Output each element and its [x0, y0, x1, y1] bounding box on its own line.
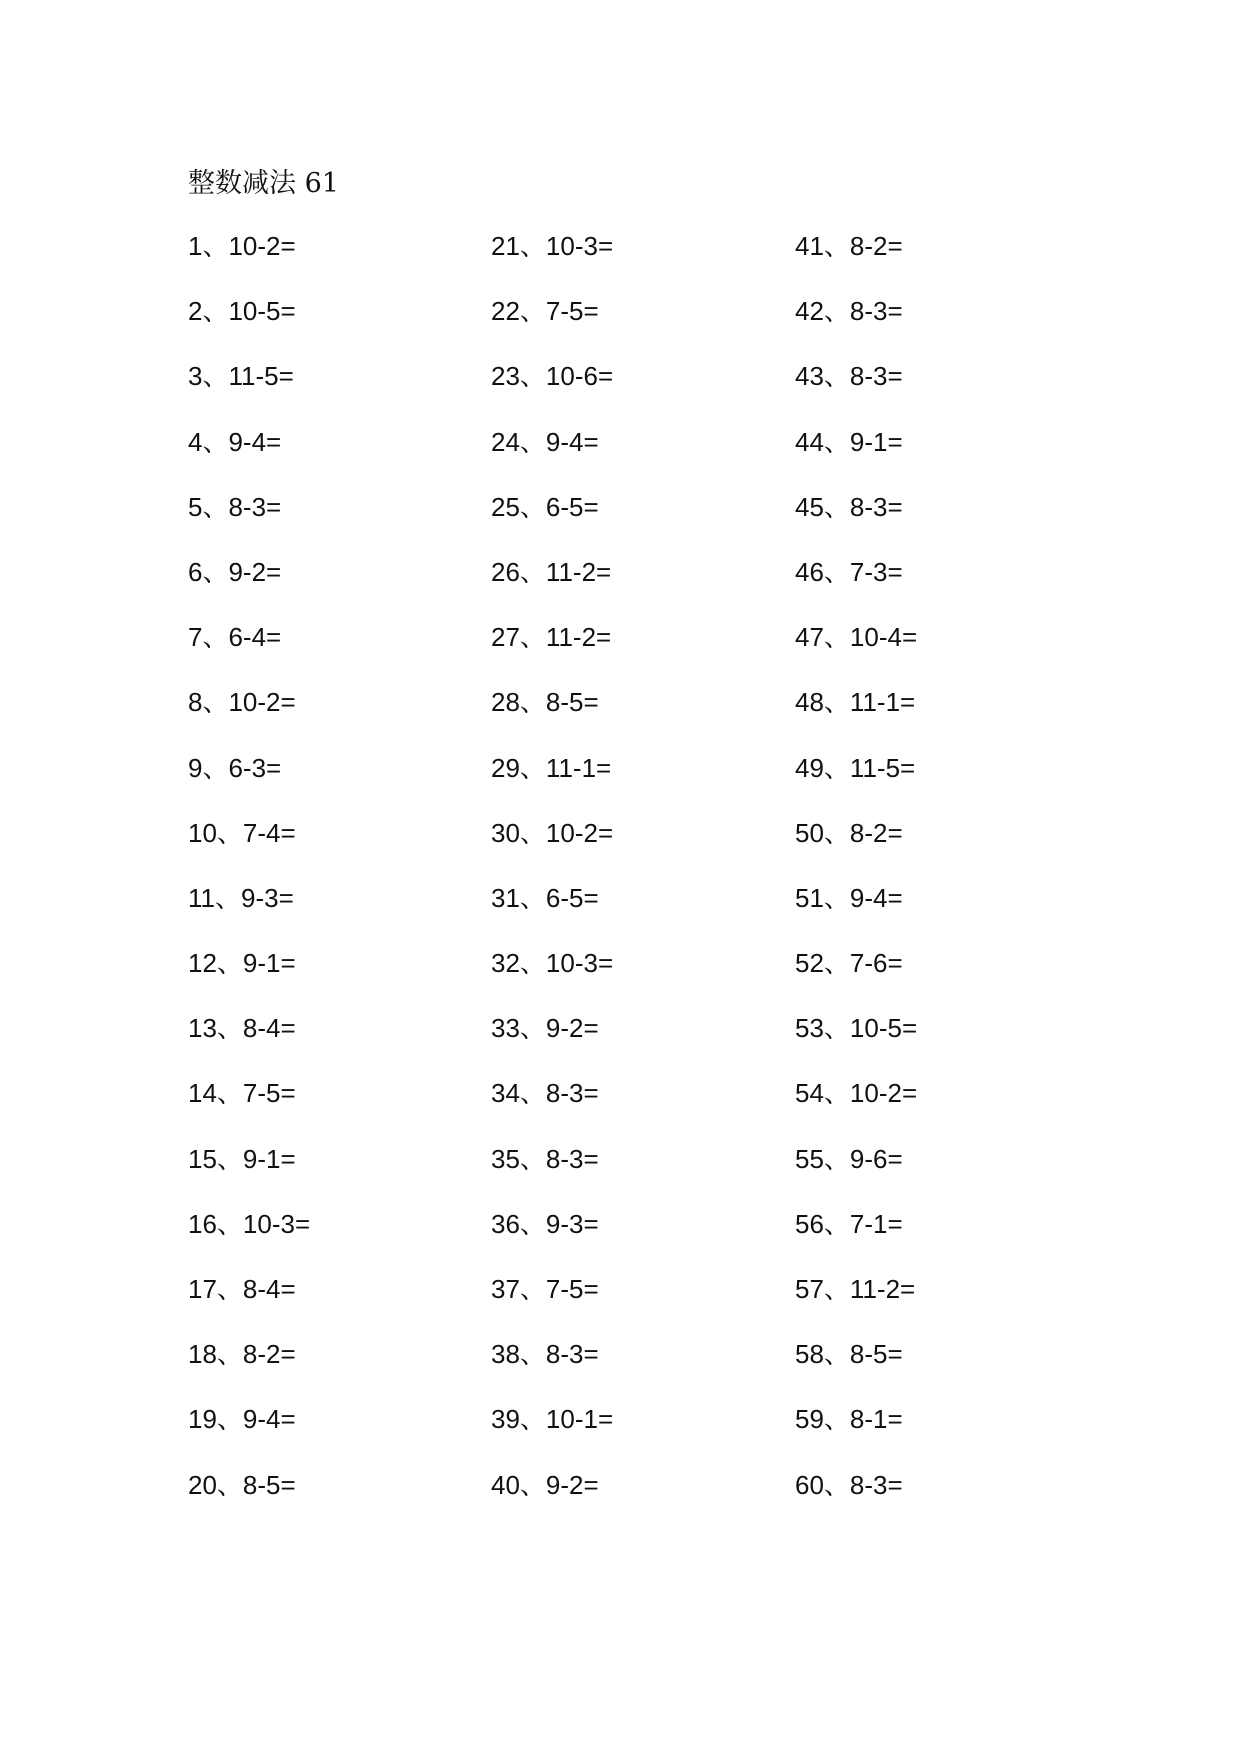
problem-57: 57、11-2= — [795, 1274, 916, 1304]
problem-8: 8、10-2= — [188, 687, 296, 718]
problem-7: 7、6-4= — [188, 622, 282, 653]
problem-30: 30、10-2= — [491, 817, 614, 848]
problem-2: 2、10-5= — [188, 296, 296, 327]
problem-4: 4、9-4= — [188, 426, 282, 457]
problem-14: 14、7-5= — [188, 1078, 296, 1109]
problem-16: 16、10-3= — [188, 1208, 311, 1239]
problem-54: 54、10-2= — [795, 1078, 918, 1109]
problem-41: 41、8-2= — [795, 231, 903, 261]
problem-28: 28、8-5= — [491, 687, 599, 718]
problem-9: 9、6-3= — [188, 752, 282, 783]
problem-53: 53、10-5= — [795, 1013, 918, 1044]
problem-55: 55、9-6= — [795, 1143, 903, 1174]
problem-1: 1、10-2= — [188, 231, 296, 261]
problem-18: 18、8-2= — [188, 1339, 296, 1370]
problem-46: 46、7-3= — [795, 556, 903, 587]
problem-48: 48、11-1= — [795, 687, 916, 718]
problem-13: 13、8-4= — [188, 1013, 296, 1044]
problem-12: 12、9-1= — [188, 948, 296, 979]
problem-59: 59、8-1= — [795, 1404, 903, 1435]
problem-35: 35、8-3= — [491, 1143, 599, 1174]
problem-25: 25、6-5= — [491, 491, 599, 522]
problem-24: 24、9-4= — [491, 426, 599, 457]
problem-5: 5、8-3= — [188, 491, 282, 522]
problem-32: 32、10-3= — [491, 948, 614, 979]
problem-11: 11、9-3= — [188, 882, 294, 913]
problem-40: 40、9-2= — [491, 1469, 599, 1500]
problem-column-3 — [795, 228, 917, 1532]
problem-26: 26、11-2= — [491, 556, 612, 587]
problem-47: 47、10-4= — [795, 622, 918, 653]
problem-31: 31、6-5= — [491, 882, 599, 913]
problem-39: 39、10-1= — [491, 1404, 614, 1435]
problem-column-2 — [491, 228, 613, 1532]
problem-52: 52、7-6= — [795, 948, 903, 979]
problem-50: 50、8-2= — [795, 817, 903, 848]
problem-34: 34、8-3= — [491, 1078, 599, 1109]
problem-21: 21、10-3= — [491, 231, 614, 261]
problem-36: 36、9-3= — [491, 1208, 599, 1239]
problem-51: 51、9-4= — [795, 882, 903, 913]
problem-33: 33、9-2= — [491, 1013, 599, 1044]
problem-15: 15、9-1= — [188, 1143, 296, 1174]
problem-44: 44、9-1= — [795, 426, 903, 457]
problem-58: 58、8-5= — [795, 1339, 903, 1370]
problem-42: 42、8-3= — [795, 296, 903, 327]
problem-22: 22、7-5= — [491, 296, 599, 327]
problem-3: 3、11-5= — [188, 361, 294, 392]
problem-6: 6、9-2= — [188, 556, 282, 587]
problem-37: 37、7-5= — [491, 1274, 599, 1304]
problem-49: 49、11-5= — [795, 752, 916, 783]
problem-29: 29、11-1= — [491, 752, 612, 783]
problem-10: 10、7-4= — [188, 817, 296, 848]
worksheet-title: 整数减法 61 — [188, 168, 339, 199]
problem-60: 60、8-3= — [795, 1469, 903, 1500]
problem-19: 19、9-4= — [188, 1404, 296, 1435]
problem-27: 27、11-2= — [491, 622, 612, 653]
problem-56: 56、7-1= — [795, 1208, 903, 1239]
problem-38: 38、8-3= — [491, 1339, 599, 1370]
problem-23: 23、10-6= — [491, 361, 614, 392]
problem-43: 43、8-3= — [795, 361, 903, 392]
problem-column-1 — [188, 228, 310, 1532]
problem-17: 17、8-4= — [188, 1274, 296, 1304]
problem-20: 20、8-5= — [188, 1469, 296, 1500]
problem-45: 45、8-3= — [795, 491, 903, 522]
